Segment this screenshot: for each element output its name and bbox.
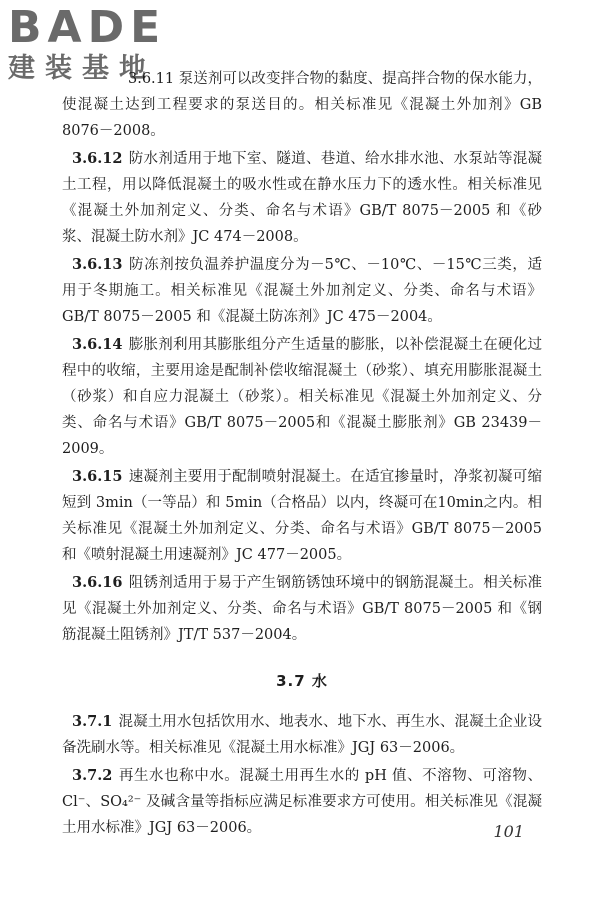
paragraph-text: 膨胀剂利用其膨胀组分产生适量的膨胀，以补偿混凝土在硬化过程中的收缩，主要用途是配制补偿收缩混凝土（砂浆）、填充用膨胀混凝土（砂浆）和自应力混凝土（砂浆）。相关标准见《混凝土外加剂定义、分类、命名与术语》GB/T 8075－2005和《混凝土膨胀剂》GB 23439－2009。 — [62, 337, 542, 457]
paragraph-3-7-2 — [62, 763, 542, 841]
clause-number: 3.6.16 — [72, 574, 123, 591]
section-title: 3.7 水 — [276, 672, 328, 690]
document-body — [62, 66, 542, 843]
clause-number: 3.7.2 — [72, 767, 113, 784]
paragraph-text: 防水剂适用于地下室、隧道、巷道、给水排水池、水泵站等混凝土工程，用以降低混凝土的吸水性或在静水压力下的透水性。相关标准见《混凝土外加剂定义、分类、命名与术语》GB/T 8075－2005 和《砂浆、混凝土防水剂》JC 474－2008。 — [62, 151, 542, 245]
paragraph-3-6-12 — [62, 146, 542, 250]
paragraph-text: 阻锈剂适用于易于产生钢筋锈蚀环境中的钢筋混凝土。相关标准见《混凝土外加剂定义、分类、命名与术语》GB/T 8075－2005 和《钢筋混凝土阻锈剂》JT/T 537－2004。 — [62, 575, 542, 643]
logo-cjk-text: 建装基地 — [8, 53, 156, 84]
paragraph-3-6-16 — [62, 570, 542, 648]
paragraph-3-7-1 — [62, 709, 542, 761]
clause-number: 3.6.15 — [72, 468, 123, 485]
paragraph-3-6-13 — [62, 252, 542, 330]
clause-number: 3.7.1 — [72, 713, 113, 730]
paragraph-text: 混凝土用水包括饮用水、地表水、地下水、再生水、混凝土企业设备洗刷水等。相关标准见《混凝土用水标准》JGJ 63－2006。 — [62, 714, 542, 756]
paragraph-text: 3.6.11 泵送剂可以改变拌合物的黏度、提高拌合物的保水能力，使混凝土达到工程要求的泵送目的。相关标准见《混凝土外加剂》GB 8076－2008。 — [62, 71, 542, 139]
paragraph-text: 防冻剂按负温养护温度分为－5℃、－10℃、－15℃三类，适用于冬期施工。相关标准见《混凝土外加剂定义、分类、命名与术语》GB/T 8075－2005 和《混凝土防冻剂》JC 475－2004。 — [62, 257, 542, 325]
clause-number: 3.6.14 — [72, 336, 123, 353]
clause-number: 3.6.13 — [72, 256, 123, 273]
paragraph-3-6-11 — [62, 66, 542, 144]
paragraph-3-6-14 — [62, 332, 542, 462]
paragraph-text: 再生水也称中水。混凝土用再生水的 pH 值、不溶物、可溶物、Cl⁻、SO₄²⁻ 及碱含量等指标应满足标准要求方可使用。相关标准见《混凝土用水标准》JGJ 63－2006。 — [62, 768, 542, 836]
paragraph-3-6-15 — [62, 464, 542, 568]
logo-latin-text: BADE — [8, 2, 167, 53]
page-number: 101 — [493, 822, 524, 841]
clause-number: 3.6.12 — [72, 150, 123, 167]
paragraph-text: 速凝剂主要用于配制喷射混凝土。在适宜掺量时，净浆初凝可缩短到 3min（一等品）和 5min（合格品）以内，终凝可在10min之内。相关标准见《混凝土外加剂定义、分类、命名与术语》GB/T 8075－2005 和《喷射混凝土用速凝剂》JC 477－2005。 — [62, 469, 542, 563]
